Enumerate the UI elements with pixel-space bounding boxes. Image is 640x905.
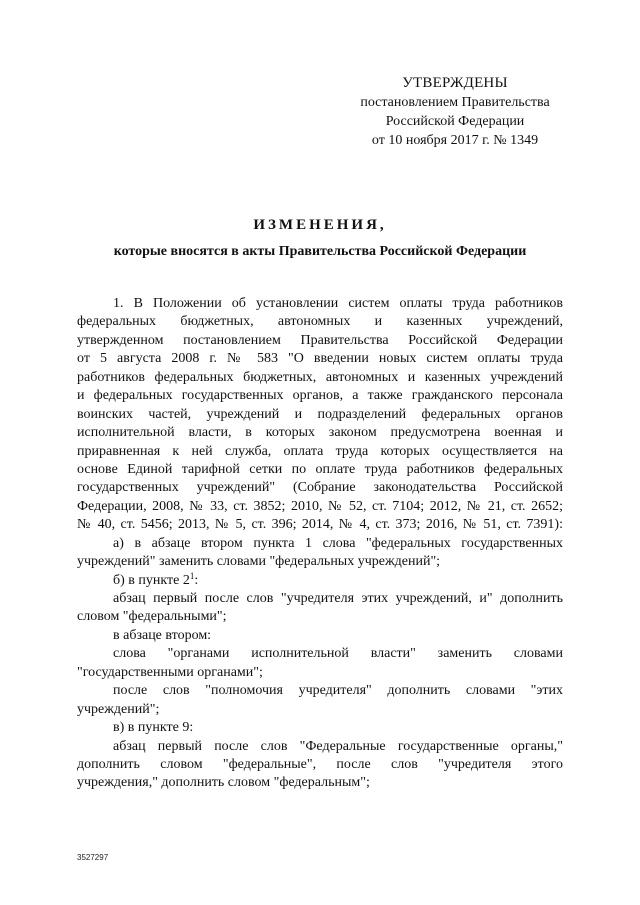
body-line: приравненная к ней служба, оплата труда которых осуществляется на — [77, 443, 563, 459]
approval-block — [320, 74, 590, 150]
document-subtitle: которые вносятся в акты Правительства Российской Федерации — [113, 244, 527, 259]
body-line: учреждения," дополнить словом "федеральным"; — [77, 775, 370, 791]
approval-line-1: постановлением Правительства — [360, 95, 550, 110]
body-line: государственных учреждений" (Собрание законодательства Российской — [77, 480, 563, 496]
body-line: после слов "полномочия учредителя" дополнить словами "этих — [113, 683, 563, 699]
body-line: Федерации, 2008, № 33, ст. 3852; 2010, № 52, ст. 7104; 2012, № 21, ст. 2652; — [77, 498, 563, 514]
body-line: учреждений"; — [77, 701, 160, 717]
body-line: слова "органами исполнительной власти" заменить словами — [113, 646, 563, 662]
body-line: абзац первый после слов "Федеральные государственные органы," — [113, 738, 563, 754]
point-b-line — [77, 572, 563, 590]
body-line: и федеральных государственных органов, а также гражданского персонала — [77, 388, 563, 404]
document-body — [77, 295, 563, 793]
body-line: работников федеральных бюджетных, автономных и казенных учреждений — [77, 369, 563, 385]
body-line: от 5 августа 2008 г. № 583 "О введении новых систем оплаты труда — [77, 351, 563, 367]
body-line: "государственными органами"; — [77, 664, 263, 680]
body-line: учреждений" заменить словами "федеральных учреждений"; — [77, 554, 441, 570]
approval-line-3: от 10 ноября 2017 г. № 1349 — [371, 133, 539, 148]
body-line: исполнительной власти, в которых законом предусмотрена военная и — [77, 425, 563, 441]
body-line: словом "федеральными"; — [77, 609, 227, 625]
body-line: федеральных бюджетных, автономных и казенных учреждений, — [77, 314, 563, 330]
approval-line-2: Российской Федерации — [385, 114, 525, 129]
superscript-marker: 1 — [189, 570, 195, 581]
body-line: в абзаце втором: — [113, 627, 212, 643]
point-b-colon: : — [194, 572, 199, 588]
approval-heading: УТВЕРЖДЕНЫ — [402, 75, 508, 91]
document-title: ИЗМЕНЕНИЯ, — [253, 217, 387, 233]
body-line: а) в абзаце втором пункта 1 слова "федеральных государственных — [113, 535, 563, 551]
body-line: дополнить словом "федеральные", после слов "учредителя этого — [77, 756, 563, 772]
body-line: абзац первый после слов "учредителя этих учреждений, и" дополнить — [113, 591, 563, 606]
body-line: основе Единой тарифной сетки по оплате труда работников федеральных — [77, 461, 563, 477]
document-code: 3527297 — [77, 853, 109, 862]
body-line: 1. В Положении об установлении систем оплаты труда работников — [113, 296, 563, 311]
body-line: в) в пункте 9: — [113, 720, 194, 736]
body-line: утвержденном постановлением Правительства Российской Федерации — [77, 332, 563, 348]
point-b-text: б) в пункте 2 — [113, 572, 190, 588]
body-line: № 40, ст. 5456; 2013, № 5, ст. 396; 2014, № 4, ст. 373; 2016, № 51, ст. 7391): — [77, 517, 563, 533]
body-line: воинских частей, учреждений и подразделений федеральных органов — [77, 406, 563, 422]
